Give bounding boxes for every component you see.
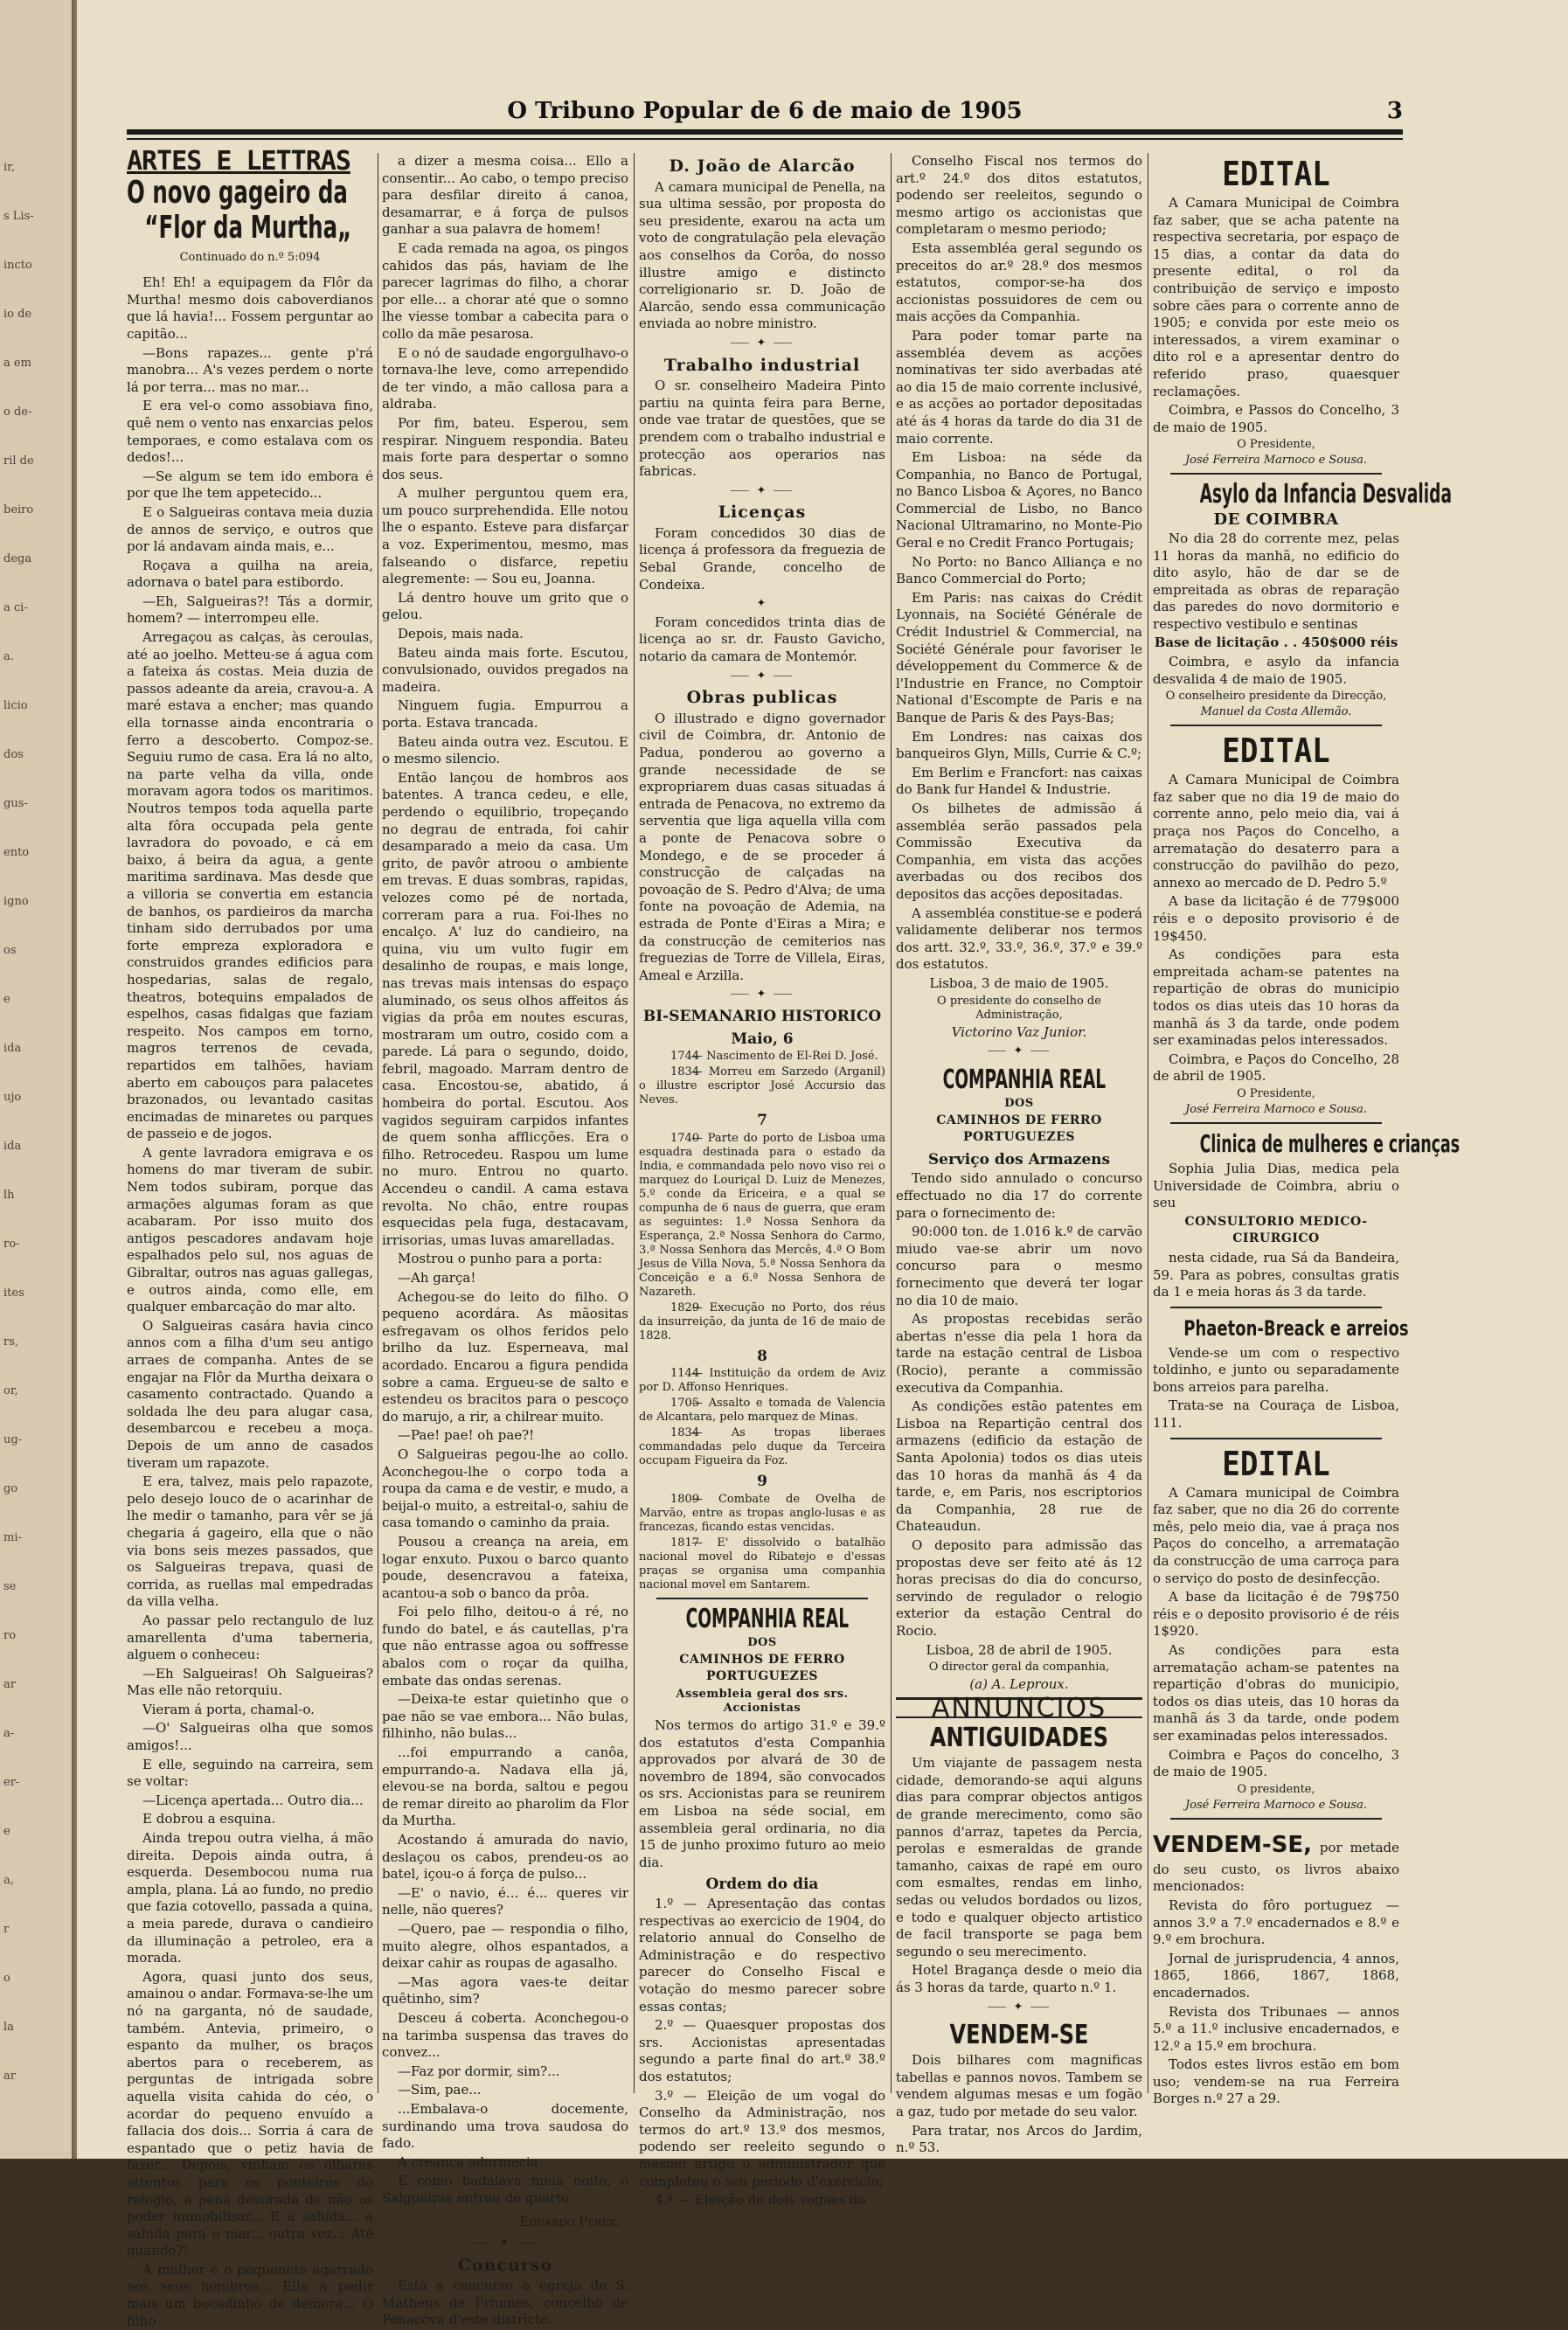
- paragraph: —Eh, Salgueiras?! Tás a dormir, homem? — interrompeu elle.: [127, 593, 373, 627]
- ad-servico: Serviço dos Armazens: [927, 1150, 1111, 1168]
- notice-date: Lisboa, 28 de abril de 1905.: [926, 1641, 1113, 1658]
- divider: [1170, 1818, 1382, 1820]
- paragraph: O Salgueiras casára havia cinco annos com a filha d'um seu antigo arraes de companha. Antes de se engajar na Flôr da Murtha deixara o casamento contractado. Quando a soldada lhe deu para alugar casa, desembarcou e recebeu a moça. Depois de um anno de casados tiveram um rapazote.: [127, 1317, 373, 1471]
- adjacent-page-fragment: s Lis-: [3, 210, 34, 223]
- phaeton-text-2: Trata-se na Couraça de Lisboa, 111.: [1153, 1397, 1399, 1432]
- adjacent-page-fragment: a ci-: [3, 601, 28, 614]
- paragraph: E como badalava meia noite, o Salgueiras entrou de quarto.: [382, 2173, 628, 2206]
- edital-text: A Camara Municipal de Coimbra faz saber, que se acha patente na respectiva secretaria, por espaço de 15 dias, a contar da data do presente edital, o rol da contribuição de serviço e imposto sobre cães para o corrente anno de 1905; e convida por este meio os interessados, a virem examinar o dito rol e a apresentar dentro do referido praso, quaesquer reclamações.: [1153, 195, 1399, 399]
- antiguidades-text-2: Hotel Bragança desde o meio dia ás 3 horas da tarde, quarto n.º 1.: [896, 1962, 1142, 1995]
- ad-title-vendem: VENDEM-SE: [949, 2020, 1089, 2051]
- paragraph: Desceu á coberta. Aconchegou-o na tarimba suspensa das traves do convez...: [382, 2009, 628, 2061]
- paragraph: Bateu ainda mais forte. Escutou, convulsionado, ouvidos pregados na madeira.: [382, 644, 628, 695]
- edital-sig-name: José Ferreira Marnoco e Sousa.: [1184, 1102, 1368, 1116]
- assembleia-text: Nos termos do artigo 31.º e 39.º dos estatutos d'esta Companhia approvados por alvará de 30 de novembro de 1894, são convocados os srs. Accionistas para se reunirem em Lisboa na séde social, em assembleia geral ordinaria, no dia 15 de junho proximo futuro ao meio dia.: [639, 1717, 885, 1870]
- history-day: 8: [757, 1347, 767, 1365]
- divider: [1170, 473, 1382, 475]
- adjacent-page-fragment: dega: [3, 552, 32, 565]
- ad-title-companhia: COMPANHIA REAL: [942, 1064, 1107, 1095]
- ornament: ⸺ ✦ ⸺: [987, 2000, 1051, 2014]
- divider: [1170, 1438, 1382, 1439]
- author-signature: Eduardo Perez.: [519, 2214, 620, 2230]
- history-entry: [639, 1493, 885, 1535]
- ad-title-asylo: Asylo da Infancia Desvalida: [1199, 479, 1453, 510]
- paragraph: ...Embalava-o docemente, surdinando uma trova saudosa do fado.: [382, 2100, 628, 2152]
- paragraph: —Mas agora vaes-te deitar quêtinho, sim?: [382, 1973, 628, 2008]
- column-divider: [891, 153, 892, 2093]
- paragraph: 4.º — Eleição de dois vogaes do: [655, 2192, 866, 2209]
- column-3: [639, 153, 885, 2209]
- paragraph: Jornal de jurisprudencia, 4 annos, 1865, 1866, 1867, 1868, encadernados.: [1153, 1950, 1399, 2001]
- adjacent-page-fragment: o: [3, 1972, 10, 1985]
- history-list: [639, 1132, 885, 1343]
- concurso-text: Está a concurso a egreja de S. Matheus de Friumes, concelho de Penacova d'este districto.: [382, 2278, 628, 2328]
- column-divider: [634, 153, 635, 2093]
- ad-sub-asylo: DE COIMBRA: [1213, 510, 1339, 530]
- adjacent-page-fragment: ento: [3, 846, 30, 859]
- paragraph: Em Paris: nas caixas do Crédit Lyonnais, na Société Générale de Crédit Industriel & Commercial, na Société Générale pour favoriser le développement du Commerce & de l'Industrie en France, no Comptoir National d'Escompte de Paris e na Banque de Paris & des Pays-Bas;: [896, 589, 1142, 725]
- paragraph: E elle, seguindo na carreira, sem se voltar:: [127, 1756, 373, 1790]
- ad-title-companhia: COMPANHIA REAL: [685, 1603, 850, 1634]
- paragraph: E era vel-o como assobiava fino, quê nem o vento nas enxarcias pelos temporaes, e como estalava com os dedos!...: [127, 398, 373, 466]
- paragraph: Em Londres: nas caixas dos banqueiros Glyn, Mills, Currie & C.º;: [896, 728, 1142, 762]
- adjacent-page-fragment: incto: [3, 259, 32, 272]
- story-body: [127, 274, 373, 2330]
- notice-date: Lisboa, 3 de maio de 1905.: [929, 974, 1109, 991]
- story-body-continued: [382, 153, 628, 2207]
- vendem-list: [1153, 1897, 1399, 2055]
- paragraph: Roçava a quilha na areia, adornava o batel para estibordo.: [127, 557, 373, 591]
- paragraph: —Faz por dormir, sim?...: [398, 2063, 560, 2079]
- section-heading-concurso: Concurso: [457, 2255, 553, 2275]
- history-year: 1834: [670, 1426, 700, 1440]
- adjacent-page-fragment: ujo: [3, 1091, 22, 1104]
- adjacent-page-fragment: ro-: [3, 1238, 20, 1251]
- paragraph: Então lançou de hombros aos batentes. A tranca cedeu, e elle, perdendo o equilibrio, tropeçando no degrau de entrada, foi cahir desamparado a meio da casa. Um grito, de pavôr atroou o ambiente em trevas. E duas sombras, rapidas, velozes como pé de nortada, correram para a rua. Foi-lhes no encalço. A' luz do candieiro, na quina, viu um vulto fugir em desalinho de roupas, e mais longe, nas trevas mais intensas do espaço aluminado, os seus olhos affeitos ás vigias da prôa em noutes escuras, mostraram um outro, cosido com a parede. Lá para o segundo, doido, febril, magoado. Marram dentro de casa. Encostou-se, abatido, á hombeira do portal. Escutou. Aos vagidos seguiram carpidos infantes de quem sonha afflicções. Era o filho. Retrocedeu. Raspou um lume no muro. Entrou no quarto. Accendeu o candil. A cama estava revolta. No chão, entre roupas esquecidas pela fuga, destacavam, irrisorias, umas luvas amarelladas.: [382, 769, 628, 1248]
- adjacent-page-edge: [0, 0, 72, 2159]
- paragraph: Arregaçou as calças, às ceroulas, até ao joelho. Metteu-se á agua com a fateixa ás costas. Meia duzia de passos adeante da areia, cravou-a. A maré estava a encher; mas quando ella tornasse ainda encontraria o ferro a descoberto. Compoz-se. Seguiu rumo de casa. Era lá no alto, na parte velha da villa, onde moravam agora todos os maritimos. Noutros tempos toda aquella parte alta fôra occupada pela gente lavradora do povoado, e cá em baixo, á beira da agua, a gente maritima sardinava. Mas desde que a villoria se convertia em estancia de banhos, os pardieiros da marcha tinham sido derrubados por uma forte empreza exploradora e construidos grandes edificios para hospedarias, salas de regalo, theatros, botequins empalados de espelhos, casas fidalgas que faziam respeito. Nos campos em torno, magros terrenos de cevada, repartidos em talhões, haviam aberto em cabouços para palacetes brazonados, ou levantado casitas encimadas de minaretes ou parques de passeio e de jogos.: [127, 629, 373, 1142]
- ad-title-antiguidades: ANTIGUIDADES: [929, 1723, 1109, 1754]
- paragraph: E cada remada na agoa, os pingos cahidos das pás, haviam de lhe parecer lagrimas do filho, a chorar por elle... a chorar até que o somno lhe viesse tombar a cabecita para o collo da mãe pesarosa.: [382, 239, 628, 342]
- ad-caminhos: CAMINHOS DE FERRO PORTUGUEZES: [679, 1652, 845, 1684]
- history-day: 9: [757, 1473, 767, 1491]
- paragraph: —O' Salgueiras olha que somos amigos!...: [127, 1720, 373, 1754]
- paragraph: Mostrou o punho para a porta:: [398, 1251, 602, 1267]
- adjacent-page-fragment: or,: [3, 1384, 18, 1397]
- ordem-list: [639, 1896, 885, 2209]
- adjacent-page-fragment: os: [3, 944, 17, 957]
- adjacent-page-fragment: er-: [3, 1776, 20, 1789]
- adjacent-page-fragment: licio: [3, 699, 28, 712]
- paragraph: 3.º — Eleição de um vogal do Conselho da Administração, nos termos do art.º 13.º dos mesmos, podendo ser reeleito segundo o mesmo artigo o administrador que completou o seu periodo d'exercicio;: [639, 2087, 885, 2189]
- paragraph: E o Salgueiras contava meia duzia de annos de serviço, e outros que por lá andavam ainda mais, e...: [127, 503, 373, 555]
- president-name: Victorino Vaz Junior.: [951, 1023, 1087, 1040]
- header-rule: [127, 129, 1403, 135]
- edital-text: A Camara Municipal de Coimbra faz saber que no dia 19 de maio do corrente anno, pelo meio dia, vai á praça nos Paços do Concelho, a arrematação do desaterro para a construcção do pavilhão do pezo, annexo ao mercado de D. Pedro 5.º: [1153, 772, 1399, 891]
- adjacent-page-fragment: lh: [3, 1189, 15, 1202]
- section-heading-trabalho: Trabalho industrial: [663, 355, 861, 375]
- section-heading-alarcao: D. João de Alarcão: [669, 156, 856, 176]
- licencas-text-2: Foram concedidos trinta dias de licença ao sr. dr. Fausto Gavicho, notario da camara de Montemór.: [639, 614, 885, 665]
- paragraph: Ainda trepou outra vielha, á mão direita. Depois ainda outra, á esquerda. Desembocou numa rua ampla, plana. Lá ao fundo, no predio que fazia cotovello, passada a quina, a meia parede, durava o candieiro da illuminação a petroleo, era a morada.: [127, 1830, 373, 1966]
- history-text: — Instituição da ordem de Aviz por D. Affonso Henriques.: [639, 1367, 885, 1395]
- clinica-text-2: nesta cidade, rua Sá da Bandeira, 59. Para as pobres, consultas gratis da 1 e meia horas ás 3 da tarde.: [1153, 1249, 1399, 1300]
- adjacent-page-fragment: la: [3, 2021, 14, 2034]
- ornament: ⸺ ✦ ⸺: [730, 669, 794, 683]
- paragraph: Esta assembléa geral segundo os preceitos do ar.º 28.º dos mesmos estatutos, compor-se-ha dos accionistas possuidores de cem ou mais acções da Companhia.: [896, 239, 1142, 325]
- paragraph: E dobrou a esquina.: [142, 1811, 276, 1827]
- adjacent-page-fragment: o de-: [3, 406, 32, 419]
- divider: [656, 1598, 868, 1599]
- edital-text: A Camara municipal de Coimbra faz saber, que no dia 26 do corrente mês, pelo meio dia, vae á praça nos Paços do concelho, a arrematação da construcção de uma carroça para o serviço do posto de desinfecção.: [1153, 1484, 1399, 1586]
- section-heading-artes: ARTES E LETTRAS: [127, 146, 350, 177]
- vendem-intro: por metade do seu custo, os livros abaixo mencionados:: [1153, 1839, 1399, 1895]
- adjacent-page-fragment: ida: [3, 1042, 22, 1055]
- adjacent-page-fragment: rs,: [3, 1335, 19, 1349]
- edital-title: EDITAL: [1222, 155, 1330, 193]
- paragraph: O Salgueiras pegou-lhe ao collo. Aconchegou-lhe o corpo toda a roupa da cama e de vestir, e mudo, a beijal-o muito, a estreital-o, sahiu de casa tomando o caminho da praia.: [382, 1446, 628, 1531]
- director-label: O director geral da companhia,: [928, 1661, 1110, 1675]
- ordem-heading: Ordem do dia: [705, 1876, 819, 1894]
- paragraph: —Licença apertada... Outro dia...: [142, 1792, 364, 1808]
- edital-base: A base da licitação é de 79$750 réis e o deposito provisorio é de réis 1$920.: [1153, 1589, 1399, 1640]
- paragraph: O deposito para admissão das propostas deve ser feito até ás 12 horas precisas do dia do concurso, servindo de regulador o relogio exterior da estação Central do Rocio.: [896, 1536, 1142, 1639]
- divider: [1170, 1307, 1382, 1308]
- paragraph: a dizer a mesma coisa... Ello a consentir... Ao cabo, o tempo preciso para desfilar direito á canoa, desamarrar, e á força de pulsos ganhar a sua palavra de homem!: [382, 153, 628, 238]
- column-1: [127, 146, 373, 2329]
- ornament: ⸺ ✦ ⸺: [730, 483, 794, 497]
- asylo-sig-label: O conselheiro presidente da Direcção,: [1165, 690, 1387, 704]
- history-entry: [639, 1536, 885, 1592]
- ad-title-vendem-livros: VENDEM-SE,: [1153, 1831, 1313, 1858]
- adjacent-page-fragment: ar: [3, 1678, 16, 1691]
- director-name: (a) A. Leproux.: [969, 1676, 1069, 1693]
- page-number: 3: [1386, 98, 1403, 124]
- column-5: [1153, 153, 1460, 2111]
- asylo-sig-name: Manuel da Costa Allemão.: [1200, 705, 1352, 719]
- trabalho-text: O sr. conselheiro Madeira Pinto partiu na quinta feira para Berne, onde vae tratar de questões, que se prendem com o trabalho industrial e protecção aos operarios nas fabricas.: [639, 378, 885, 480]
- paragraph: —Pae! pae! oh pae?!: [398, 1427, 535, 1444]
- history-entry: [639, 1132, 885, 1300]
- alarcao-text: A camara municipal de Penella, na sua ultima sessão, por proposta do seu presidente, exarou na acta um voto de congratulação pela elevação aos conselhos da Corôa, do nosso illustre amigo e distincto correligionario sr. D. João de Alarcão, sendo essa communicação enviada ao nobre ministro.: [639, 178, 885, 332]
- header-rule-thin: [127, 138, 1403, 140]
- paragraph: Por fim, bateu. Esperou, sem respirar. Ninguem respondia. Bateu mais forte para despertar o somno dos seus.: [382, 414, 628, 482]
- column-4: [896, 153, 1142, 2156]
- asylo-base: Base de licitação . . 450$000 réis: [1154, 635, 1398, 651]
- ornament: ⸺ ✦ ⸺: [730, 336, 794, 350]
- paragraph: Agora, quasi junto dos seus, amainou o andar. Formava-se-lhe um nó na garganta, nó de saudade, também. Antevia, primeiro, o espanto da mulher, os braços abertos para o receberem, as perguntas de intrigada sobre aquella visita cahida do céo, o acordar do pequeno envuído a fallacia dos dois... Sorria á cara de espantado que o petiz havia de fazer... Depois, vinham os olhares attentos para os ponteiros do relogio, a pena devorada de não os poder immobilisar... E a sahida... a sahida para o mar... outra vez... Até quando?!: [127, 1968, 373, 2259]
- adjacent-page-fragment: ar: [3, 2070, 16, 2083]
- history-year: 1809: [670, 1492, 700, 1506]
- history-year: 1740: [670, 1131, 700, 1145]
- history-entry: [639, 1367, 885, 1395]
- edital-date: Coimbra, e Paços do Concelho, 28 de abril de 1905.: [1153, 1051, 1399, 1085]
- adjacent-page-fragment: mi-: [3, 1531, 22, 1544]
- history-year: 1744: [670, 1050, 700, 1064]
- ad-dos: DOS: [747, 1635, 777, 1649]
- paragraph: Conselho Fiscal nos termos do art.º 24.º dos ditos estatutos, podendo ser reeleitos, segundo o mesmo artigo os accionistas que completaram o mesmo periodo;: [896, 153, 1142, 238]
- paragraph: Achegou-se do leito do filho. O pequeno acordára. As mãositas esfregavam os olhos feridos pelo brilho da luz. Esperneava, mal acordado. Encarou a figura pendida sobre a cama. Ergueu-se de salto e estendeu os bracitos para o pescoço do marujo, a rir, a chilrear muito.: [382, 1288, 628, 1425]
- edital-sig-label: O Presidente,: [1237, 1086, 1315, 1100]
- paragraph: E o nó de saudade engorgulhavo-o tornava-lhe leve, como arrependido de ter vindo, a mão callosa para a aldraba.: [382, 344, 628, 413]
- paragraph: —E' o navio, é... é... queres vir nelle, não queres?: [382, 1884, 628, 1918]
- paragraph: 1.º — Apresentação das contas respectivas ao exercicio de 1904, do relatorio annual do Conselho de Administração e do respectivo parecer do Conselho Fiscal e votação do mesmo parecer sobre essas contas;: [639, 1896, 885, 2014]
- adjacent-page-fragment: beiro: [3, 503, 34, 517]
- continuation-note: Continuado do n.º 5:094: [179, 250, 321, 264]
- adjacent-page-fragment: e: [3, 993, 10, 1006]
- history-year: 1817: [670, 1536, 700, 1550]
- paragraph: 90:000 ton. de 1.016 k.º de carvão miudo vae-se abrir um novo concurso para o mesmo fornecimento que deverá ter logar no dia 10 de maio.: [896, 1224, 1142, 1308]
- adjacent-page-fragment: se: [3, 1580, 17, 1593]
- history-list: [639, 1367, 885, 1468]
- paragraph: Para poder tomar parte na assembléa devem as acções nominativas ter sido averbadas até ao dia 15 de maio corrente inclusivé, e as acções ao portador depositadas até ás 4 horas da tarde do dia 31 de maio corrente.: [896, 327, 1142, 447]
- ornament: ⸺ ✦ ⸺: [987, 1044, 1051, 1058]
- edital-base: A base da licitação é de 779$000 réis e o deposito provisorio é de 19$450.: [1153, 893, 1399, 944]
- licencas-text-1: Foram concedidos 30 dias de licença á professora da freguezia de Sebal Grande, concelho de Condeixa.: [639, 524, 885, 593]
- vendem-final: Todos estes livros estão em bom uso; vendem-se na rua Ferreira Borges n.º 27 a 29.: [1153, 2056, 1399, 2107]
- column-2: [382, 153, 628, 2328]
- history-entry: [639, 1050, 885, 1064]
- paragraph: Em Lisboa: na séde da Companhia, no Banco de Portugal, no Banco Lisboa & Açores, no Banco Commercial de Lisbo, no Banco Nacional Ultramarino, no Monte-Pio Geral e no Credit Franco Portugais;: [896, 449, 1142, 551]
- adjacent-page-fragment: a-: [3, 1727, 15, 1740]
- adjacent-page-fragment: dos: [3, 748, 24, 761]
- clinica-text: Sophia Julia Dias, medica pela Universidade de Coimbra, abriu o seu: [1153, 1160, 1399, 1211]
- history-text: — Combate de Ovelha de Marvão, entre as tropas anglo-lusas e as francezas, ficando estas vencidas.: [639, 1492, 885, 1534]
- vendem-text-2: Para tratar, nos Arcos do Jardim, n.º 53.: [896, 2122, 1142, 2156]
- paragraph: Tendo sido annulado o concurso effectuado no dia 17 do corrente para o fornecimento de:: [896, 1170, 1142, 1221]
- adjacent-page-fragment: a em: [3, 357, 31, 370]
- paragraph: Revista do fôro portuguez — annos 3.º a 7.º encadernados e 8.º e 9.º em brochura.: [1153, 1897, 1399, 1948]
- antiguidades-text: Um viajante de passagem nesta cidade, demorando-se aqui alguns dias para comprar objectos antigos de grande merecimento, como são pannos d'arraz, tapetes da Percia, perolas e esmeraldas de grande tamanho, caixas de rapé em ouro com esmaltes, rendas em linho, sedas ou veludos bordados ou lizos, e todo e qualquer objecto artistico de facil transporte se paga bem segundo o seu merecimento.: [896, 1755, 1142, 1959]
- paragraph: Vieram á porta, chamal-o.: [142, 1701, 315, 1717]
- ornament: ⸺ ✦ ⸺: [730, 988, 794, 1002]
- asylo-text: No dia 28 do corrente mez, pelas 11 horas da manhã, no edificio do dito asylo, hão de dar se de empreitada as obras de reparação das paredes do novo dormitorio e respectivo vestibulo e sentinas: [1153, 530, 1399, 632]
- phaeton-text: Vende-se um com o respectivo toldinho, e junto ou separadamente bons arreios para parelha.: [1153, 1344, 1399, 1395]
- section-heading-licencas: Licenças: [718, 503, 807, 523]
- adjacent-page-fragment: r: [3, 1923, 10, 1936]
- adjacent-page-fragment: ug-: [3, 1433, 23, 1446]
- vendem-text: Dois bilhares com magnificas tabellas e pannos novos. Tambem se vendem algumas mesas e um fogão a gaz, tudo por metade do seu valor.: [896, 2052, 1142, 2119]
- history-year: 1829: [670, 1300, 700, 1314]
- section-heading-bisemanario: BI-SEMANARIO HISTORICO: [642, 1007, 882, 1025]
- paragraph: Os bilhetes de admissão á assembléa serão passados pela Commissão Executiva da Companhia, em vista das acções averbadas ou dos recibos dos depositos das acções depositadas.: [896, 800, 1142, 902]
- assembleia-continued: [896, 153, 1142, 974]
- edital-sig-name: José Ferreira Marnoco e Sousa.: [1184, 1798, 1368, 1812]
- paragraph: Foi pelo filho, deitou-o á ré, no fundo do batel, e ás cautellas, p'ra que não entrasse agoa ou soffresse abalos com o roçar da quilha, embate das ondas serenas.: [382, 1604, 628, 1689]
- adjacent-page-fragment: io de: [3, 308, 32, 321]
- history-text: — Morreu em Sarzedo (Arganil) o illustre escriptor José Accursio das Neves.: [639, 1065, 885, 1107]
- paragraph: —Se algum se tem ido embora é por que lhe tem appetecido...: [127, 468, 373, 502]
- newspaper-title: O Tribuno Popular de 6 de maio de 1905: [507, 98, 1023, 124]
- paragraph: A mulher e o pequenete agarrado aos seus hombros... Ella a pedir mais um bocadinho de demora... O filho: [127, 2261, 373, 2329]
- history-text: — Nascimento de El-Rei D. José.: [691, 1050, 878, 1064]
- history-date: Maio, 6: [731, 1030, 794, 1048]
- asylo-date: Coimbra, e asylo da infancia desvalida 4 de maio de 1905.: [1153, 654, 1399, 687]
- adjacent-page-fragment: e: [3, 1825, 10, 1838]
- adjacent-page-fragment: ro: [3, 1629, 17, 1642]
- history-text: — E' dissolvido o batalhão nacional movel do Ribatejo e d'essas praças se organisa uma companhia nacional movel em Santarem.: [639, 1536, 885, 1591]
- adjacent-page-fragment: a,: [3, 1874, 14, 1887]
- history-year: 1834: [670, 1065, 700, 1079]
- paragraph: —Quero, pae — respondia o filho, muito alegre, olhos espantados, a deixar cahir as roupas de agasalho.: [382, 1920, 628, 1972]
- paragraph: Acostando á amurada do navio, deslaçou os cabos, prendeu-os ao batel, içou-o á força de pulso...: [382, 1832, 628, 1883]
- president-label: O presidente do conselho de Administração,: [937, 994, 1101, 1022]
- history-year: 1705: [670, 1397, 700, 1411]
- adjacent-page-fragment: igno: [3, 895, 29, 908]
- paragraph: A assembléa constitue-se e poderá validamente deliberar nos termos dos artt. 32.º, 33.º, 36.º, 37.º e 39.º dos estatutos.: [896, 905, 1142, 973]
- divider: [1170, 1122, 1382, 1124]
- history-text: — Parte do porto de Lisboa uma esquadra destinada para o estado da India, e commandada pelo novo viso rei o marquez do Louriçal D. Luiz de Menezes, 5.º conde da Ericeira, e a qual se compunha de 6 naus de guerra, que eram as seguintes: 1.ª Nossa Senhora da Esperança, 2.ª Nossa Senhora do Carmo, 3.ª Nossa Senhora das Mercês, 4.ª O Bom Jesus de Villa Nova, 5.ª Nossa Senhora da Conceição e a 6.ª Nossa Senhora de Nazareth.: [639, 1131, 885, 1299]
- paragraph: —Ah garça!: [398, 1270, 476, 1286]
- adjacent-page-fragment: ida: [3, 1140, 22, 1153]
- adjacent-page-fragment: ites: [3, 1286, 24, 1300]
- paragraph: Eh! Eh! a equipagem da Flôr da Murtha! mesmo dois caboverdianos que lá havia!... Fossem perguntar ao capitão...: [127, 274, 373, 342]
- paragraph: A mulher perguntou quem era, um pouco surprehendida. Elle notou lhe o espanto. Esteve para disfarçar a voz. Experimentou, mesmo, mas falseando o disfarce, repetiu alegremente: — Sou eu, Joanna.: [382, 485, 628, 587]
- history-day: 7: [757, 1112, 767, 1130]
- ad-title-clinica: Clinica de mulheres e crianças: [1199, 1128, 1460, 1158]
- paragraph: Bateu ainda outra vez. Escutou. E o mesmo silencio.: [382, 733, 628, 767]
- paragraph: Revista dos Tribunaes — annos 5.º a 11.º inclusive encadernados, e 12.º a 15.º em brochura.: [1153, 2003, 1399, 2054]
- edital-sig-label: O presidente,: [1237, 1782, 1315, 1796]
- paragraph: No Porto: no Banco Alliança e no Banco Commercial do Porto;: [896, 553, 1142, 587]
- edital-title: EDITAL: [1222, 1444, 1330, 1483]
- history-entry: [639, 1397, 885, 1425]
- story-title-line2: “Flor da Murtha„: [144, 209, 352, 246]
- paragraph: —Sim, pae...: [398, 2082, 482, 2098]
- ad-caminhos: CAMINHOS DE FERRO PORTUGUEZES: [936, 1113, 1102, 1145]
- edital-sig-name: José Ferreira Marnoco e Sousa.: [1184, 454, 1368, 468]
- adjacent-page-fragment: ir,: [3, 161, 16, 174]
- paragraph: Em Berlim e Francfort: nas caixas do Bank fur Handel & Industrie.: [896, 764, 1142, 798]
- paragraph: As propostas recebidas serão abertas n'esse dia pela 1 hora da tarde na estação central de Lisboa (Rocio), perante a commissão executiva da Companhia.: [896, 1311, 1142, 1396]
- ad-assembleia: Assembleia geral dos srs. Accionistas: [676, 1688, 849, 1716]
- edital-cond: As condições para esta empreitada acham-se patentes na repartição de obras do municipio todos os dias uteis das 10 horas da manhã ás 3 da tarde, onde podem ser examinadas pelos interessados.: [1153, 947, 1399, 1049]
- obras-text: O illustrado e digno governador civil de Coimbra, dr. Antonio de Padua, ponderou ao governo a grande necessidade de se expropriarem duas casas situadas á entrada de Penacova, no extremo da serventia que liga aquella villa com a ponte de Penacova sobre o Mondego, e de se proceder á construcção de calçadas na povoação de S. Pedro d'Alva; de uma fonte na povoação de Ademia, na estrada de Ponte d'Eiras a Mira; e da construcção de cemiterios nas freguezias de Torre de Villela, Eiras, Ameal e Arzilla.: [639, 710, 885, 983]
- story-title-line1: O novo gageiro da: [127, 174, 348, 211]
- edital-cond: As condições para esta arrematação acham-se patentes na repartição d'obras do municipio, todos os dias uteis, das 10 horas da manhã ás 3 da tarde, onde podem ser examinadas pelos interessados.: [1153, 1642, 1399, 1744]
- edital-sig-label: O Presidente,: [1237, 438, 1315, 452]
- paragraph: A gente lavradora emigrava e os homens do mar tiveram de subir. Nem todos subiram, porque das armações algumas foram as que acabaram. Por isso muito dos antigos pescadores andavam hoje espalhados pelo sul, nos aguas de Gibraltar, outros nas aguas gallegas, e outros ainda, como elle, em qualquer embarcação do mar alto.: [127, 1144, 373, 1315]
- ornament: ✦: [756, 597, 768, 611]
- paragraph: E era, talvez, mais pelo rapazote, pelo desejo louco de o acarinhar de lhe medir o tamanho, para vêr se já chegaria á gageiro, ella que o não via bons seis mezes passados, que os Salgueiras trepava, quasi de corrida, as ruellas mal empedradas da villa velha.: [127, 1474, 373, 1610]
- ornament: ⸺ ✦ ⸺: [473, 2236, 538, 2250]
- adjacent-page-fragment: ril de: [3, 454, 34, 468]
- ad-title-phaeton: Phaeton-Breack e arreios: [1183, 1315, 1409, 1341]
- history-year: 1144: [670, 1367, 700, 1381]
- divider: [1170, 725, 1382, 726]
- adjacent-page-fragment: gus-: [3, 797, 28, 810]
- paragraph: 2.º — Quaesquer propostas dos srs. Accionistas apresentadas segundo a parte final do art.º 38.º dos estatutos;: [639, 2017, 885, 2084]
- history-list: [639, 1050, 885, 1107]
- paragraph: Ao passar pelo rectangulo de luz amarellenta d'uma taberneria, alguem o conheceu:: [127, 1612, 373, 1663]
- section-heading-obras: Obras publicas: [686, 688, 838, 708]
- history-text: — Assalto e tomada de Valencia de Alcantara, pelo marquez de Minas.: [639, 1397, 885, 1425]
- history-text: — As tropas liberaes commandadas pelo duque da Terceira occupam Figueira da Foz.: [639, 1426, 885, 1468]
- paragraph: Ninguem fugia. Empurrou a porta. Estava trancada.: [382, 697, 628, 731]
- paragraph: Depois, mais nada.: [398, 626, 524, 642]
- page-header: [127, 98, 1403, 124]
- paragraph: A creança adormecia.: [398, 2153, 543, 2170]
- ad-dos: DOS: [1004, 1096, 1034, 1110]
- history-entry: [639, 1426, 885, 1468]
- adjacent-page-fragment: a.: [3, 650, 14, 663]
- history-text: — Execução no Porto, dos réus da insurreição, da junta de 16 de maio de 1828.: [639, 1300, 885, 1342]
- edital-title: EDITAL: [1222, 732, 1330, 771]
- edital-date: Coimbra e Paços do concelho, 3 de maio de 1905.: [1153, 1746, 1399, 1780]
- paragraph: Pousou a creança na areia, em logar enxuto. Puxou o barco quanto poude, desencravou a fateixa, acantou-a sob o banco da prôa.: [382, 1533, 628, 1601]
- annuncios-heading: ANNUNCIOS: [896, 1697, 1142, 1719]
- history-entry: [639, 1301, 885, 1343]
- clinica-sub: CONSULTORIO MEDICO-CIRURGICO: [1184, 1214, 1368, 1246]
- paragraph: ...foi empurrando a canôa, empurrando-a. Nadava ella já, elevou-se na borda, saltou e pegou de remar direito ao pharolim da Flor da Murtha.: [382, 1744, 628, 1829]
- edital-date: Coimbra, e Passos do Concelho, 3 de maio de 1905.: [1153, 402, 1399, 435]
- history-entry: [639, 1065, 885, 1107]
- adjacent-page-fragment: go: [3, 1482, 18, 1495]
- servico-body: [896, 1170, 1142, 1640]
- paragraph: Lá dentro houve um grito que o gelou.: [382, 589, 628, 623]
- paragraph: —Bons rapazes... gente p'rá manobra... A's vezes perdem o norte lá por terra... mas no mar...: [127, 344, 373, 395]
- paragraph: —Eh Salgueiras! Oh Salgueiras? Mas elle não retorquiu.: [127, 1665, 373, 1699]
- history-list: [639, 1493, 885, 1592]
- paragraph: As condições estão patentes em Lisboa na Repartição central dos armazens (edificio da estação de Santa Apolonia) todos os dias uteis das 10 horas da manhã ás 4 da tarde, e, em Paris, nos escriptorios da Companhia, 28 rue de Chateaudun.: [896, 1398, 1142, 1535]
- paragraph: —Deixa-te estar quietinho que o pae não se vae embora... Não bulas, filhinho, não bulas...: [382, 1691, 628, 1742]
